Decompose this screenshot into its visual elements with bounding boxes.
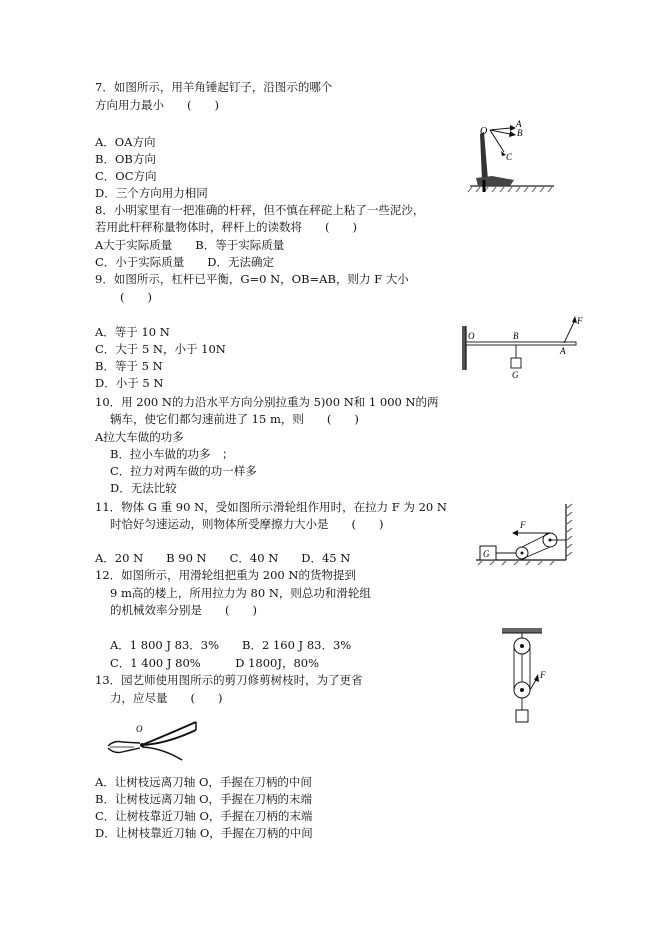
- q7-option-d: D．三个方向用力相同: [95, 186, 208, 200]
- q9-stem-line1: 9．如图所示，杠杆已平衡，G=0 N，OB=AB，则力 F 大小: [95, 272, 409, 286]
- q7-option-b: B．OB方向: [95, 152, 156, 166]
- q8-options-line2: C．小于实际质量 D．无法确定: [95, 255, 275, 269]
- q9-label-b: B: [513, 331, 519, 341]
- q8-stem-line2: 若用此杆秤称量物体时，秤杆上的读数将 ( ): [95, 220, 357, 234]
- q13-option-c: C．让树枝靠近刀轴 O，手握在刀柄的末端: [95, 809, 313, 823]
- q11-label-g: G: [483, 549, 490, 559]
- q8-stem-line1: 8．小明家里有一把准确的杆秤，但不慎在秤砣上粘了一些泥沙，: [95, 203, 425, 217]
- q12-options-line1: A．1 800 J 83．3% B．2 160 J 83．3%: [110, 638, 352, 652]
- q12-label-f: F: [540, 670, 546, 680]
- claw-hammer-figure: [466, 108, 558, 194]
- q13-option-b: B．让树枝远离刀轴 O，手握在刀柄的末端: [95, 792, 313, 806]
- q10-option-c: C．拉力对两车做的功一样多: [110, 464, 257, 478]
- q12-options-line2: C．1 400 J 80% D 1800J，80%: [110, 656, 320, 670]
- q9-label-o: O: [468, 331, 475, 341]
- q7-label-c: C: [506, 152, 513, 162]
- q10-stem-line2: 辆车，使它们都匀速前进了 15 m，则 ( ): [110, 412, 359, 426]
- q9-option-b: B．等于 5 N: [95, 359, 163, 373]
- q13-option-a: A．让树枝远离刀轴 O，手握在刀柄的中间: [95, 775, 312, 789]
- q9-stem-line2: ( ): [120, 290, 152, 304]
- q9-option-a: A．等于 10 N: [95, 325, 170, 339]
- q13-option-d: D．让树枝靠近刀轴 O，手握在刀柄的中间: [95, 826, 313, 840]
- q10-stem-line1: 10．用 200 N的力沿水平方向分别拉重为 5)00 N和 1 000 N的两: [95, 395, 439, 409]
- q7-option-a: A．OA方向: [95, 135, 156, 149]
- q11-stem-line1: 11．物体 G 重 90 N，受如图所示滑轮组作用时，在拉力 F 为 20 N: [95, 500, 447, 514]
- q8-options-line1: A大于实际质量 B．等于实际质量: [95, 238, 285, 252]
- lever-figure: [460, 312, 590, 382]
- q9-option-d: D．小于 5 N: [95, 376, 164, 390]
- q7-label-o: O: [480, 126, 488, 137]
- q7-option-c: C．OC方向: [95, 169, 157, 183]
- q9-label-g: G: [512, 370, 519, 380]
- q11-label-f: F: [520, 520, 526, 530]
- horizontal-pulley-figure: [474, 500, 574, 566]
- q7-stem-line2: 方向用力最小 ( ): [95, 98, 219, 112]
- scissors-figure: [104, 716, 204, 766]
- q10-option-a: A拉大车做的功多: [95, 430, 184, 444]
- q11-options: A．20 N B 90 N C．40 N D．45 N: [95, 551, 351, 565]
- q13-label-o: O: [136, 724, 143, 734]
- q9-label-f: F: [577, 316, 583, 326]
- q9-option-c: C．大于 5 N，小于 10N: [95, 342, 226, 356]
- q7-label-b: B: [517, 128, 523, 138]
- q12-stem-line2: 9 m高的楼上，所用拉力为 80 N，则总功和滑轮组: [110, 586, 371, 600]
- q9-label-a: A: [560, 346, 566, 356]
- q7-label-a: A: [516, 119, 522, 129]
- q10-option-d: D．无法比较: [110, 481, 177, 495]
- q12-stem-line3: 的机械效率分别是 ( ): [110, 603, 257, 617]
- q13-stem-line1: 13．园艺师使用图所示的剪刀修剪树枝时，为了更省: [95, 673, 363, 687]
- vertical-pulley-figure: [496, 626, 556, 730]
- q12-stem-line1: 12．如图所示，用滑轮组把重为 200 N的货物提到: [95, 568, 356, 582]
- q7-stem-line1: 7．如图所示，用羊角锤起钉子，沿图示的哪个: [95, 80, 333, 94]
- q11-stem-line2: 时恰好匀速运动，则物体所受摩擦力大小是 ( ): [110, 517, 384, 531]
- q13-stem-line2: 力，应尽量 ( ): [110, 691, 223, 705]
- q10-option-b: B．拉小车做的功多 ；: [110, 447, 234, 461]
